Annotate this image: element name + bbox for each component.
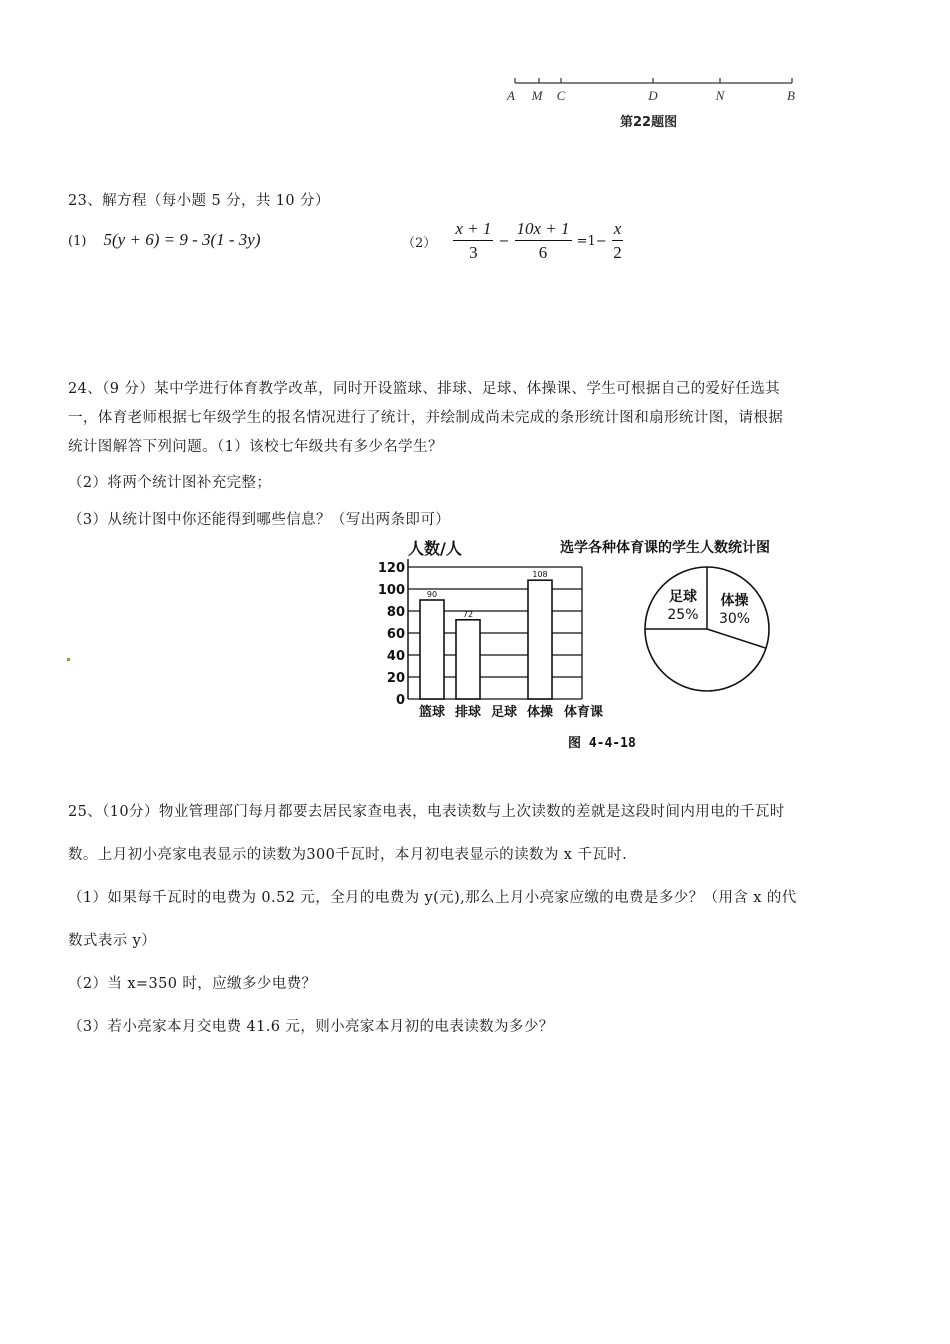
q25-part1a: （1）如果每千瓦时的电费为 0.52 元，全月的电费为 y(元),那么上月小亮家应缴的电费是多少？（用含 x 的代 [68,890,797,906]
q25-line2: 数。上月初小亮家电表显示的读数为300千瓦时，本月初电表显示的读数为 x 千瓦时. [68,847,628,863]
q24-line3: 统计图解答下列问题。（1）该校七年级共有多少名学生？ [68,439,443,455]
statistics-figure [360,534,830,754]
segment-figure [500,72,810,104]
bar-chart-xlabel: 体育课 [564,705,604,720]
q24-part2: （2）将两个统计图补充完整； [68,475,272,491]
y-tick-20: 20 [386,671,405,686]
point-b-label: B [787,88,795,103]
q25-part2: （2）当 x=350 时，应缴多少电费？ [68,976,317,992]
fraction-1-denominator: 3 [469,243,478,262]
q23-part2-label: （2） [402,236,437,251]
q24-line1: 24、（9 分）某中学进行体育教学改革，同时开设篮球、排球、足球、体操课、学生可根据自己的爱好任选其 [68,381,781,397]
bar-chart [378,539,603,720]
q24-part3: （3）从统计图中你还能得到哪些信息？（写出两条即可） [68,512,451,528]
bar-label-篮球: 90 [426,590,438,599]
q23-part1-label: (1) [68,234,87,249]
point-a-label: A [507,88,515,103]
fraction-3-numerator: x [612,218,624,241]
fraction-3 [612,218,624,265]
stray-mark [67,658,70,661]
category-体操: 体操 [526,705,554,720]
fraction-3-denominator: 2 [613,243,622,262]
category-排球: 排球 [454,705,482,720]
y-tick-60: 60 [386,627,405,642]
fraction-2-numerator: 10x + 1 [515,218,572,241]
pie-slice-value-1: 30% [718,611,751,628]
q23-part1-equation: 5(y + 6) = 9 - 3(1 - 3y) [103,230,261,249]
q23-heading: 23、解方程（每小题 5 分，共 10 分） [68,193,330,209]
category-篮球: 篮球 [418,705,446,720]
fraction-2 [515,218,572,265]
q25-part1b: 数式表示 y） [68,933,157,949]
point-m-label: M [531,88,543,103]
bar-篮球 [420,600,444,699]
point-n-label: N [715,88,725,103]
y-tick-40: 40 [386,649,405,664]
bar-排球 [456,620,480,699]
q23-part1 [68,230,261,250]
y-tick-80: 80 [386,605,405,620]
category-足球: 足球 [490,705,518,720]
minus-sign: − [498,234,510,249]
bar-label-排球: 72 [462,609,474,619]
fraction-1 [453,218,493,265]
fraction-2-denominator: 6 [538,243,548,262]
q23-part2 [402,218,623,265]
pie-chart [645,567,769,691]
figure-caption: 图 4-4-18 [568,736,636,751]
y-tick-0: 0 [395,693,405,708]
y-tick-120: 120 [377,561,405,576]
bar-chart-ylabel: 人数/人 [408,539,462,558]
pie-slice-value-0: 25% [667,606,699,623]
point-d-label: D [648,88,658,103]
pie-slice-label-1: 体操 [720,593,749,610]
chart-title: 选学各种体育课的学生人数统计图 [560,540,770,556]
pie-slice-label-0: 足球 [668,588,697,605]
q25-line1: 25、（10分）物业管理部门每月都要去居民家查电表，电表读数与上次读数的差就是这段时间内用电的千瓦时 [68,804,785,820]
y-tick-100: 100 [377,583,405,598]
equals-one-minus: =1− [576,234,607,249]
figure-22-caption: 第22题图 [620,115,678,130]
bar-label-体操: 108 [532,570,548,580]
bar-体操 [528,580,552,699]
q25-part3: （3）若小亮家本月交电费 41.6 元，则小亮家本月初的电表读数为多少？ [68,1019,554,1035]
q24-line2: 一，体育老师根据七年级学生的报名情况进行了统计，并绘制成尚未完成的条形统计图和扇形统计图，请根据 [68,410,784,426]
fraction-1-numerator: x + 1 [453,218,493,241]
point-c-label: C [556,88,566,103]
